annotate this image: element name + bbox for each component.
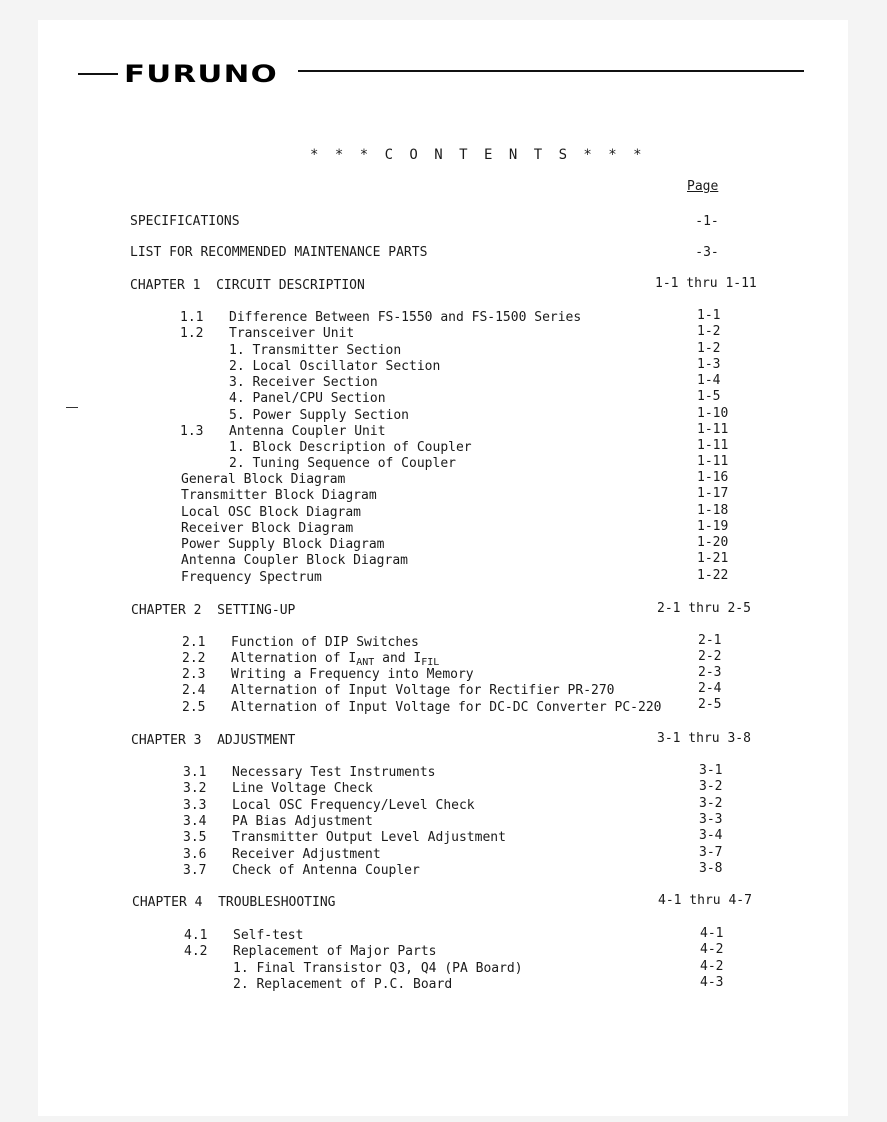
- toc-subitem-text: 1. Final Transistor Q3, Q4 (PA Board): [233, 960, 523, 976]
- toc-item-page: 3-7: [699, 844, 723, 860]
- toc-item-page: 1-19: [697, 518, 729, 534]
- header-rule-left: [78, 73, 118, 75]
- toc-item-num: 3.3: [183, 797, 207, 813]
- toc-diagram-text: Transmitter Block Diagram: [181, 488, 377, 504]
- toc-item-page: 3-3: [699, 811, 723, 827]
- toc-item-page: 3-4: [699, 828, 723, 844]
- toc-subitem-text: 2. Tuning Sequence of Coupler: [229, 456, 456, 472]
- toc-item-page: 1-11: [697, 438, 729, 453]
- toc-item-page: 1-4: [697, 373, 721, 388]
- chapter-3-heading: CHAPTER 3 ADJUSTMENT: [131, 733, 296, 748]
- toc-page: -3-: [695, 245, 719, 260]
- toc-item-num: 2.4: [182, 683, 206, 698]
- toc-item-text: Alternation of Input Voltage for Rectifier PR-270: [231, 683, 615, 698]
- toc-item-page: 1-10: [697, 405, 729, 421]
- furuno-logo: FURUNO: [124, 60, 279, 88]
- toc-item-page: 4-3: [700, 974, 724, 990]
- chapter-1-pages: 1-1 thru 1-11: [655, 276, 757, 291]
- toc-item-page: 3-8: [699, 860, 723, 876]
- toc-item-text: Alternation of Input Voltage for DC-DC Converter PC-220: [231, 700, 662, 715]
- toc-item-page: 3-2: [699, 779, 723, 795]
- toc-item-page: 4-2: [700, 942, 724, 958]
- toc-item-page: 2-1: [698, 633, 722, 648]
- toc-item-num: 4.1: [184, 928, 208, 943]
- toc-item-text: Check of Antenna Coupler: [232, 862, 420, 878]
- toc-item-num: 3.1: [183, 765, 207, 780]
- chapter-2-pages: 2-1 thru 2-5: [657, 601, 751, 616]
- toc-item-num: 3.7: [183, 862, 207, 878]
- toc-subitem-text: 1. Block Description of Coupler: [229, 440, 472, 455]
- toc-item-text: Receiver Adjustment: [232, 846, 381, 862]
- header-rule-right: [298, 70, 804, 72]
- toc-item-page: 3-2: [699, 795, 723, 811]
- page-column-header: Page: [687, 179, 719, 194]
- chapter-4-heading: CHAPTER 4 TROUBLESHOOTING: [132, 895, 336, 910]
- chapter-2-heading: CHAPTER 2 SETTING-UP: [131, 603, 296, 618]
- toc-item-text: Alternation of $I_{ANT}$ and $I_{FIL}$: [231, 651, 440, 668]
- toc-item-page: 4-2: [700, 958, 724, 974]
- toc-item-text: Transmitter Output Level Adjustment: [232, 830, 506, 846]
- toc-entry-maintenance-parts: LIST FOR RECOMMENDED MAINTENANCE PARTS: [130, 245, 428, 260]
- toc-subitem-text: 4. Panel/CPU Section: [229, 391, 386, 407]
- toc-entry-specifications: SPECIFICATIONS: [130, 214, 240, 229]
- toc-item-text: Antenna Coupler Unit: [229, 423, 386, 439]
- chapter-3-pages: 3-1 thru 3-8: [657, 731, 751, 746]
- toc-item-text: Self-test: [233, 928, 304, 943]
- toc-item-page: 2-5: [698, 697, 722, 712]
- toc-item-page: 1-11: [697, 421, 729, 437]
- toc-item-num: 3.4: [183, 813, 207, 829]
- toc-item-page: 1-1: [697, 308, 721, 323]
- toc-subitem-text: 1. Transmitter Section: [229, 342, 402, 358]
- toc-item-page: 4-1: [700, 926, 724, 941]
- toc-item-num: 2.2: [182, 651, 206, 666]
- toc-item-text: Line Voltage Check: [232, 781, 373, 797]
- toc-item-page: 1-16: [697, 470, 729, 485]
- toc-item-text: Local OSC Frequency/Level Check: [232, 797, 475, 813]
- toc-item-num: 2.1: [182, 635, 206, 650]
- toc-item-page: 1-21: [697, 551, 729, 567]
- toc-item-num: 4.2: [184, 944, 208, 960]
- toc-diagram-text: General Block Diagram: [181, 472, 346, 487]
- toc-subitem-text: 2. Local Oscillator Section: [229, 358, 441, 374]
- toc-item-page: 2-4: [698, 681, 722, 696]
- toc-item-text: Necessary Test Instruments: [232, 765, 436, 780]
- toc-item-num: 1.1: [180, 310, 204, 325]
- chapter-4-pages: 4-1 thru 4-7: [658, 893, 752, 908]
- toc-item-page: 2-2: [698, 649, 722, 664]
- toc-item-text: Transceiver Unit: [229, 326, 355, 342]
- toc-item-text: Difference Between FS-1550 and FS-1500 Series: [229, 310, 582, 325]
- toc-item-page: 2-3: [698, 665, 722, 680]
- toc-diagram-text: Receiver Block Diagram: [181, 520, 354, 536]
- toc-item-text: Writing a Frequency into Memory: [231, 667, 474, 682]
- toc-item-num: 2.3: [182, 667, 206, 682]
- toc-diagram-text: Power Supply Block Diagram: [181, 537, 385, 552]
- toc-item-page: 1-5: [697, 389, 721, 405]
- toc-diagram-text: Antenna Coupler Block Diagram: [181, 553, 408, 569]
- margin-mark: [66, 407, 78, 408]
- chapter-1-heading: CHAPTER 1 CIRCUIT DESCRIPTION: [130, 278, 365, 293]
- toc-item-num: 1.3: [180, 423, 204, 439]
- toc-subitem-text: 3. Receiver Section: [229, 375, 378, 390]
- toc-item-num: 3.5: [183, 830, 207, 846]
- toc-item-page: 1-20: [697, 535, 729, 550]
- toc-item-num: 1.2: [180, 326, 204, 342]
- toc-item-text: Replacement of Major Parts: [233, 944, 437, 960]
- toc-item-page: 1-18: [697, 502, 729, 518]
- contents-title: * * * C O N T E N T S * * *: [310, 147, 646, 163]
- toc-item-page: 3-1: [699, 763, 723, 778]
- toc-item-num: 3.6: [183, 846, 207, 862]
- toc-page: -1-: [695, 214, 719, 229]
- toc-item-text: Function of DIP Switches: [231, 635, 419, 650]
- toc-item-page: 1-2: [697, 324, 721, 340]
- toc-item-page: 1-17: [697, 486, 729, 502]
- toc-item-page: 1-3: [697, 356, 721, 372]
- toc-item-num: 3.2: [183, 781, 207, 797]
- toc-diagram-text: Frequency Spectrum: [181, 569, 322, 585]
- toc-diagram-text: Local OSC Block Diagram: [181, 504, 362, 520]
- toc-item-num: 2.5: [182, 700, 206, 715]
- toc-subitem-text: 5. Power Supply Section: [229, 407, 410, 423]
- toc-subitem-text: 2. Replacement of P.C. Board: [233, 976, 453, 992]
- toc-item-text: PA Bias Adjustment: [232, 813, 373, 829]
- toc-item-page: 1-2: [697, 340, 721, 356]
- toc-item-page: 1-11: [697, 454, 729, 470]
- toc-item-page: 1-22: [697, 567, 729, 583]
